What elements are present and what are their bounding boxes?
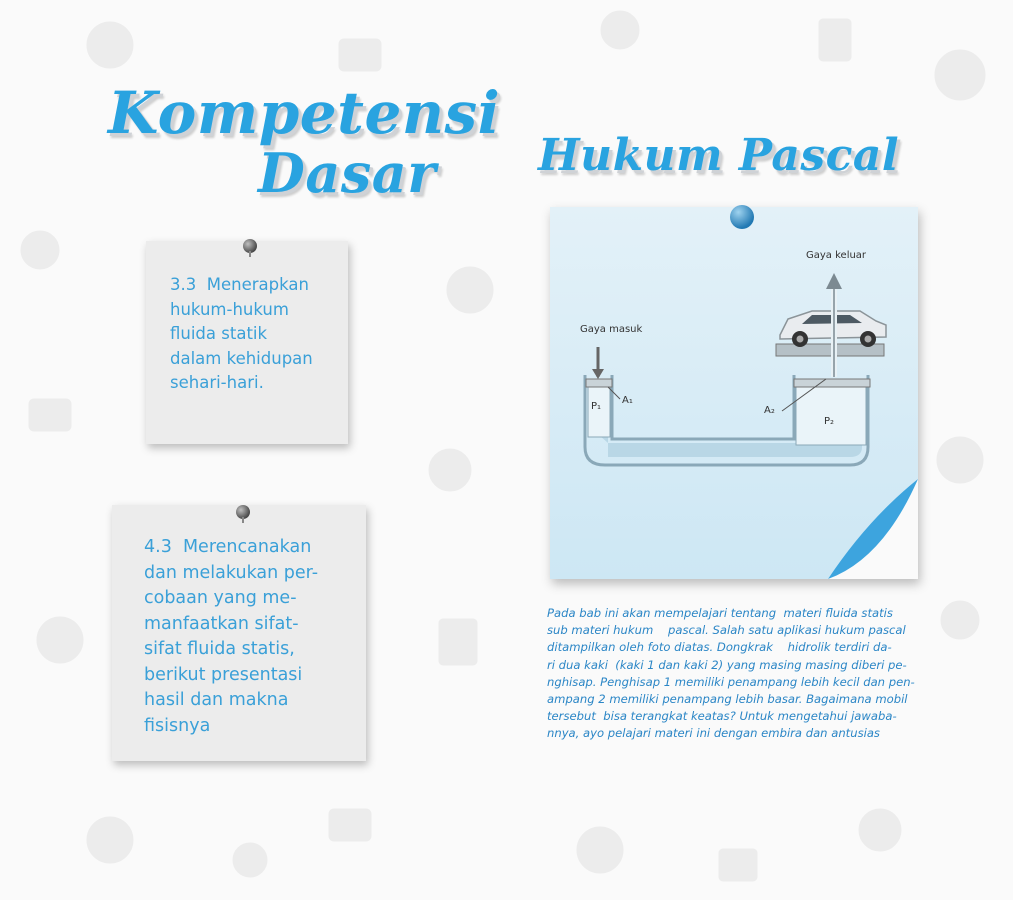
pin-icon [236, 505, 250, 519]
note-text: 4.3 Merencanakan dan melakukan per- cobaan yang me- manfaatkan sifat- sifat fluida statis, berikut presentasi hasil dan makna fisisnya [144, 537, 319, 736]
title-hukum-pascal: Hukum Pascal [538, 130, 900, 181]
competency-note-4-3 [112, 505, 366, 761]
pin-icon [243, 239, 257, 253]
competency-note-3-3 [146, 241, 348, 444]
pressure-p2-label: P₂ [824, 416, 835, 427]
title-kompetensi: Kompetensi [108, 79, 501, 147]
title-dasar: Dasar [258, 141, 437, 205]
force-out-label: Gaya keluar [806, 250, 867, 261]
chapter-intro-paragraph: Pada bab ini akan mempelajari tentang materi fluida statis sub materi hukum pascal. Salah satu aplikasi hukum pascal ditampilkan oleh foto diatas. Dongkrak hidrolik terdiri da- ri dua kaki (kaki 1 dan kaki 2) yang masing masing diberi pe- nghisap. Penghisap 1 memiliki penampang lebih kecil dan pen- ampang 2 memiliki penampang lebih basar. Bagaimana mobil tersebut bisa terangkat keatas? Untuk mengetahui jawaba- nnya, ayo pelajari materi ini dengan embira dan antusias [547, 606, 915, 741]
page-curl-icon [828, 479, 918, 579]
area-a2-label: A₂ [764, 405, 775, 416]
area-a1-label: A₁ [622, 395, 633, 406]
hydraulic-diagram-note [550, 207, 918, 579]
note-text: 3.3 Menerapkan hukum-hukum fluida statik dalam kehidupan sehari-hari. [170, 275, 313, 392]
force-in-label: Gaya masuk [580, 324, 643, 335]
pressure-p1-label: P₁ [591, 401, 602, 412]
